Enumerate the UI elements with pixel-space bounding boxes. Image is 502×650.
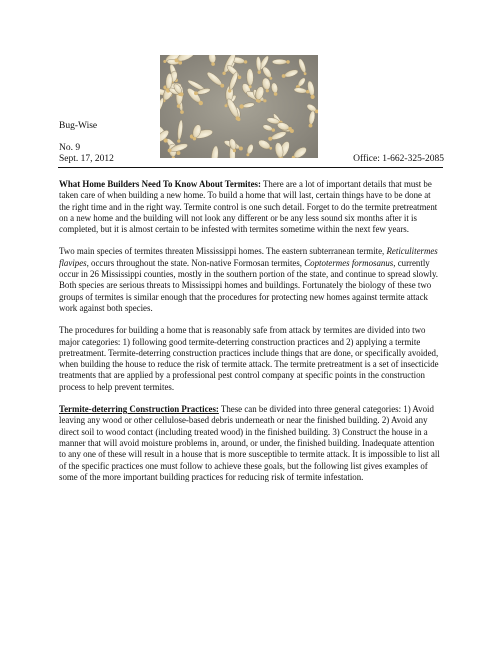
termite-head [270, 77, 273, 80]
termite-head [176, 151, 180, 155]
termite-head [306, 90, 309, 93]
termite-head [179, 92, 183, 96]
termite-head [282, 74, 286, 78]
termite-head [309, 124, 313, 128]
termite-head [246, 153, 249, 156]
article-body [59, 179, 443, 494]
termite-head [268, 137, 272, 141]
termite-head [211, 62, 215, 66]
species-paragraph [59, 246, 443, 314]
practices-paragraph [59, 404, 443, 483]
termite-head [239, 104, 243, 108]
termite-head [304, 72, 307, 75]
termite-head [177, 140, 180, 143]
office-phone: Office: 1-662-325-2085 [353, 154, 444, 164]
species-text-3: , currently occur in 26 Mississippi counties, mostly in the southern portion of the state, and continue to spread slowly. Both species are serious threats to Mississippi homes and buildings. Fortunately the biology of these two groups of termites is similar enough that the procedures for protecting new homes against termite attack work against both species. [59, 257, 439, 313]
termite-head [193, 137, 196, 140]
practices-heading: Termite-deterring Construction Practices: [59, 404, 219, 415]
termite-head [180, 110, 184, 114]
termite-head [178, 61, 182, 65]
termite-head [286, 60, 290, 64]
intro-heading: What Home Builders Need To Know About Termites: [59, 179, 261, 189]
termite-head [233, 149, 236, 152]
termite-photo [160, 55, 318, 158]
termite-head [256, 99, 259, 102]
termite-head [239, 147, 243, 151]
termite-head [266, 89, 269, 92]
issue-number: No. 9 [59, 143, 81, 153]
termite-head [272, 128, 275, 131]
termite-head [269, 147, 272, 150]
termite-head [194, 91, 198, 95]
termite-head [225, 104, 228, 107]
newsletter-brand: Bug-Wise [59, 121, 98, 131]
termite-body [272, 59, 287, 64]
species-scientific-name-2: Coptotermes formosanus [304, 257, 394, 268]
termite-head [177, 104, 181, 108]
termite-head [199, 101, 203, 105]
termite-head [238, 76, 242, 80]
termite-head [249, 85, 252, 88]
termite-photo-image [160, 55, 318, 158]
termite-head [263, 99, 266, 102]
header-divider [58, 167, 443, 168]
termite-head [258, 71, 261, 74]
termite-head [228, 89, 231, 92]
termite-head [236, 116, 240, 120]
termite-head [163, 60, 166, 63]
termite-head [244, 60, 247, 63]
intro-paragraph [59, 179, 443, 235]
practices-text: These can be divided into three general categories: 1) Avoid leaving any wood or other cellulose-based debris underneath or near the finished building. 2) Avoid any direct soil to wood contact (including treated wood) in the finished building. 3) Construct the house in a manner that will avoid moisture problems in, around, or under, the finished building. Inadequate attention to any one of these will result in a house that is more susceptible to termite attack. It is impossible to list all of the specific practices one must follow to achieve these goals, but the following list gives examples of some of the more important building practices for reducing risk of termite infestation. [59, 404, 440, 482]
termite-head [311, 95, 315, 99]
species-text-2: , occurs throughout the state. Non-native Formosan termites, [86, 257, 305, 268]
procedures-text: The procedures for building a home that is reasonably safe from attack by termites are divided into two major categories: 1) following good termite-deterring construction practices and 2) applying a termite pretreatment. Termite-deterring construction practices include things that are done, or specifically avoided, when building the house to reduce the risk of termite attack. The termite pretreatment is a set of insecticide treatments that are applied by a professional pest control company at specific points in the construction process to help prevent termites. [59, 325, 439, 392]
procedures-paragraph [59, 325, 443, 393]
termite-head [168, 149, 172, 153]
termite-head [222, 72, 225, 75]
termite-head [288, 127, 292, 131]
species-scientific-name-1: Reticulitermes flavipes [59, 246, 438, 268]
intro-text: There are a lot of important details that must be taken care of when building a new home. To build a home that will last, certain things have to be done at the right time and in the right way. Termite control is one such detail. Forget to do the termite pretreatment on a new home and the building will not look any different or be any less sound six months after it is completed, but it is almost certain to be infested with termites sometime within the next few years. [59, 179, 438, 235]
termite-head [175, 58, 179, 62]
species-text-1: Two main species of termites threaten Mississippi homes. The eastern subterranean termite, [59, 246, 387, 257]
termite-head [274, 92, 278, 96]
termite-head [220, 84, 224, 88]
issue-date: Sept. 17, 2012 [59, 154, 114, 164]
